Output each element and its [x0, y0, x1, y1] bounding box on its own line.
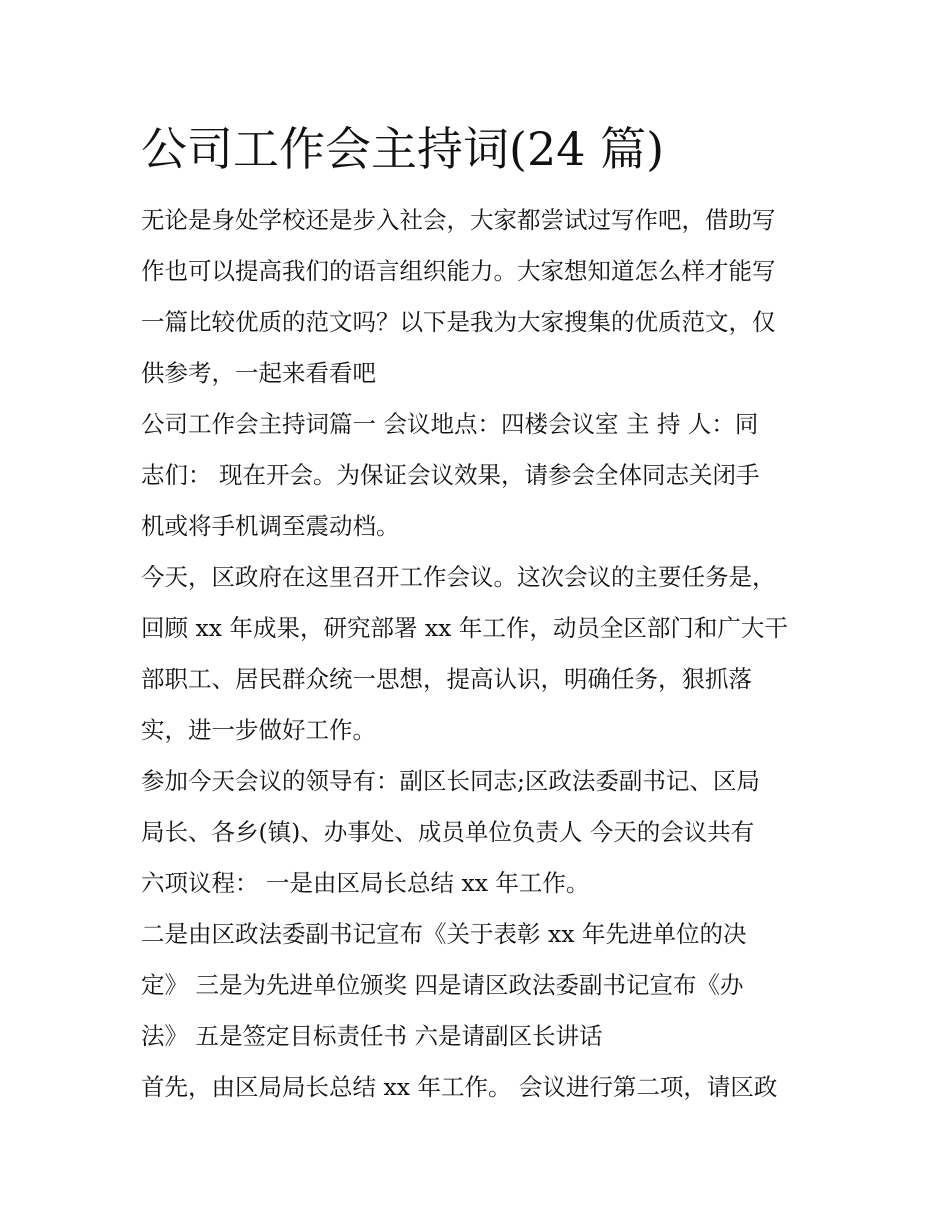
paragraph-meeting-purpose: [141, 552, 821, 756]
paragraph-line: 实，进一步做好工作。: [141, 716, 376, 744]
paragraph-line: 回顾 xx 年成果，研究部署 xx 年工作，动员全区部门和广大干: [141, 614, 788, 642]
paragraph-line: 今天，区政府在这里召开工作会议。这次会议的主要任务是，: [141, 563, 776, 591]
paragraph-line: 六项议程： 一是由区局长总结 xx 年工作。: [141, 869, 590, 897]
paragraph-meeting-info: [141, 399, 821, 552]
paragraph-proceedings: [141, 1062, 821, 1113]
paragraph-line: 机或将手机调至震动档。: [141, 512, 400, 540]
paragraph-line: 局长、各乡(镇)、办事处、成员单位负责人 今天的会议共有: [141, 818, 755, 846]
paragraph-line: 供参考，一起来看看吧: [141, 359, 376, 387]
paragraph-line: 部职工、居民群众统一思想，提高认识，明确任务，狠抓落: [141, 665, 752, 693]
document-title: 公司工作会主持词(24 篇): [141, 122, 665, 176]
paragraph-agenda: [141, 909, 821, 1062]
document-body: [141, 117, 821, 1113]
paragraph-line: 首先，由区局局长总结 xx 年工作。 会议进行第二项，请区政: [141, 1073, 778, 1101]
paragraph-line: 无论是身处学校还是步入社会，大家都尝试过写作吧，借助写: [141, 206, 776, 234]
paragraph-line: 参加今天会议的领导有：副区长同志;区政法委副书记、区局: [141, 767, 760, 795]
paragraph-line: 一篇比较优质的范文吗？以下是我为大家搜集的优质范文，仅: [141, 308, 776, 336]
paragraph-line: 公司工作会主持词篇一 会议地点：四楼会议室 主 持 人：同: [141, 410, 759, 438]
paragraph-line: 定》 三是为先进单位颁奖 四是请区政法委副书记宣布《办: [141, 971, 744, 999]
paragraph-line: 二是由区政法委副书记宣布《关于表彰 xx 年先进单位的决: [141, 920, 747, 948]
paragraph-attendees: [141, 756, 821, 909]
paragraph-line: 法》 五是签定目标责任书 六是请副区长讲话: [141, 1022, 603, 1050]
paragraph-line: 作也可以提高我们的语言组织能力。大家想知道怎么样才能写: [141, 257, 776, 285]
paragraph-intro: [141, 195, 821, 399]
paragraph-line: 志们： 现在开会。为保证会议效果，请参会全体同志关闭手: [141, 461, 760, 489]
